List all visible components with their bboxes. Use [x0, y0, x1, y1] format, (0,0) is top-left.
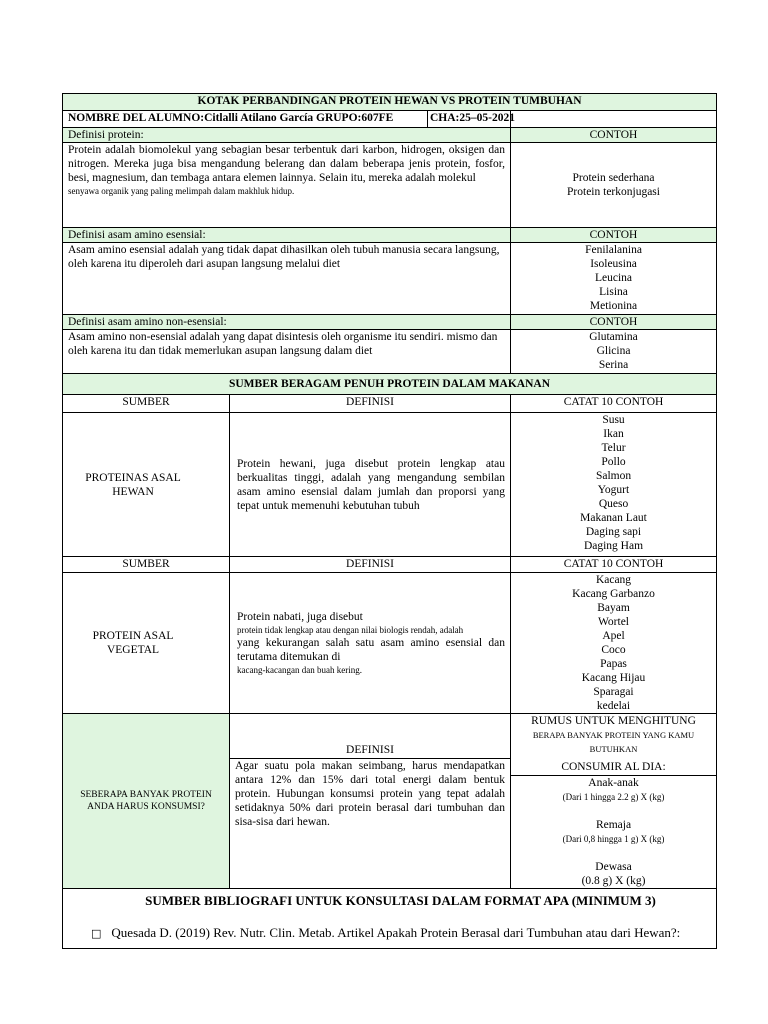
animal-col-source: SUMBER: [63, 395, 230, 413]
group-name: Remaja: [595, 819, 632, 831]
intake-formula-cell: [511, 714, 717, 889]
checkbox-icon: □: [91, 927, 102, 940]
list-item: Sparagai: [593, 686, 634, 698]
animal-examples: [511, 413, 717, 557]
list-item: Makanan Laut: [580, 512, 647, 524]
intake-definition-cell: [230, 714, 511, 889]
list-item: Coco: [601, 644, 626, 656]
list-item: Wortel: [598, 616, 630, 628]
bibliography-entry: Quesada D. (2019) Rev. Nutr. Clin. Metab. Artikel Apakah Protein Berasal dari Tumbuhan atau dari Hewan?:: [111, 925, 681, 940]
list-item: Leucina: [594, 272, 633, 284]
essential-definition-label: Definisi asam amino esensial:: [63, 228, 511, 243]
list-item: Glicina: [596, 345, 631, 357]
plant-col-examples: CATAT 10 CONTOH: [511, 557, 717, 573]
list-item: Metionina: [589, 300, 638, 312]
bibliography-title: SUMBER BIBLIOGRAFI UNTUK KONSULTASI DALAM FORMAT APA (MINIMUM 3): [145, 893, 656, 908]
list-item: Queso: [598, 498, 629, 510]
sources-title: SUMBER BERAGAM PENUH PROTEIN DALAM MAKANAN: [63, 374, 717, 395]
plant-source-text: PROTEIN ASAL VEGETAL: [92, 630, 174, 656]
list-item: Susu: [602, 414, 625, 426]
list-item: Kacang Garbanzo: [572, 588, 655, 600]
group-name: Anak-anak: [588, 777, 639, 789]
bibliography-cell: [63, 889, 717, 949]
plant-definition-mid: yang kekurangan salah satu asam amino esensial dan terutama ditemukan di: [237, 637, 505, 663]
list-item: Salmon: [595, 470, 632, 482]
essential-examples: [511, 243, 717, 315]
formula-title: RUMUS UNTUK MENGHITUNG: [531, 715, 696, 727]
plant-definition-end: kacang-kacangan dan buah kering.: [237, 665, 362, 675]
protein-text-main: Protein adalah biomolekul yang sebagian besar terbentuk dari karbon, hidrogen, oksigen dan nitrogen. Mereka juga bisa mengandung belerang dan dalam beberapa jenis protein, fosfor, besi, magnesium, dan tembaga antara elemen lainnya. Selain itu, mereka adalah molekul: [68, 144, 505, 184]
protein-definition-text: [63, 143, 511, 228]
list-item: Ikan: [603, 428, 624, 440]
group-formula: (Dari 1 hingga 2.2 g) X (kg): [562, 792, 665, 802]
nonessential-example-header: CONTOH: [511, 315, 717, 330]
list-item: kedelai: [596, 700, 631, 712]
nonessential-examples: [511, 330, 717, 374]
list-item: Bayam: [597, 602, 630, 614]
bibliography-entry-row: [91, 925, 710, 942]
list-item: Kacang Hijau: [581, 672, 646, 684]
essential-example-header: CONTOH: [511, 228, 717, 243]
list-item: Glutamina: [589, 331, 638, 343]
formula-subtitle: BERAPA BANYAK PROTEIN YANG KAMU BUTUHKAN: [532, 730, 695, 754]
document-page: [62, 93, 716, 949]
list-item: Fenilalanina: [585, 244, 642, 256]
student-info: NOMBRE DEL ALUMNO:Citlalli Atilano García GRUPO:607FE: [63, 111, 428, 128]
essential-definition-text: Asam amino esensial adalah yang tidak dapat dihasilkan oleh tubuh manusia secara langsung, oleh karena itu diperoleh dari asupan langsung melalui diet: [63, 243, 511, 315]
list-item: Daging Ham: [583, 540, 644, 552]
plant-definition-small: protein tidak lengkap atau dengan nilai biologis rendah, adalah: [237, 625, 464, 635]
protein-example-header: CONTOH: [511, 128, 717, 143]
animal-source-label: [63, 413, 230, 557]
animal-source-text: PROTEINAS ASAL HEWAN: [85, 471, 181, 498]
list-item: Telur: [601, 442, 626, 454]
intake-col-definition: DEFINISI: [230, 743, 510, 759]
list-item: Pollo: [601, 456, 626, 468]
table-title: KOTAK PERBANDINGAN PROTEIN HEWAN VS PROTEIN TUMBUHAN: [63, 94, 717, 111]
list-item: Isoleusina: [590, 258, 637, 270]
group-formula: (Dari 0,8 hingga 1 g) X (kg): [562, 834, 665, 844]
formula-header: [511, 714, 716, 776]
list-item: Daging sapi: [585, 526, 642, 538]
plant-examples: [511, 573, 717, 714]
protein-examples: [511, 143, 717, 228]
comparison-table: [62, 93, 717, 949]
plant-source-label: [63, 573, 230, 714]
protein-definition-label: Definisi protein:: [63, 128, 511, 143]
animal-col-definition: DEFINISI: [230, 395, 511, 413]
nonessential-definition-text: Asam amino non-esensial adalah yang dapat disintesis oleh organisme itu sendiri. mismo dan oleh karena itu dan tidak memerlukan asupan langsung dalam diet: [63, 330, 511, 374]
intake-question: SEBERAPA BANYAK PROTEIN ANDA HARUS KONSUMSI?: [63, 714, 230, 889]
list-item: Lisina: [599, 286, 628, 298]
group-formula: (0.8 g) X (kg): [581, 875, 646, 887]
animal-col-examples: CATAT 10 CONTOH: [511, 395, 717, 413]
list-item: Kacang: [595, 574, 632, 586]
group-name: Dewasa: [595, 861, 632, 873]
intake-definition: Agar suatu pola makan seimbang, harus mendapatkan antara 12% dan 15% dari total energi dalam bentuk protein. Hubungan konsumsi protein yang tepat adalah setidaknya 50% dari protein berasal dari tumbuhan dan sisa-sisa dari hewan.: [235, 760, 505, 828]
animal-definition: Protein hewani, juga disebut protein lengkap atau berkualitas tinggi, adalah yang mengandung sembilan asam amino esensial dalam jumlah dan proporsi yang tepat untuk memenuhi kebutuhan tubuh: [230, 413, 511, 557]
plant-definition: [230, 573, 511, 714]
list-item: Protein terkonjugasi: [567, 186, 660, 198]
empty-cell: [511, 111, 717, 128]
nonessential-definition-label: Definisi asam amino non-esensial:: [63, 315, 511, 330]
list-item: Serina: [598, 359, 629, 371]
plant-col-definition: DEFINISI: [230, 557, 511, 573]
protein-text-small: senyawa organik yang paling melimpah dalam makhluk hidup.: [68, 186, 295, 196]
list-item: Apel: [602, 630, 625, 642]
list-item: Yogurt: [597, 484, 630, 496]
formula-subtitle-2: CONSUMIR AL DIA:: [561, 761, 666, 773]
plant-definition-intro: Protein nabati, juga disebut: [237, 611, 363, 623]
list-item: Papas: [600, 658, 627, 670]
plant-col-source: SUMBER: [63, 557, 230, 573]
date-info: CHA:25–05-2021: [428, 111, 511, 128]
list-item: Protein sederhana: [572, 172, 655, 184]
